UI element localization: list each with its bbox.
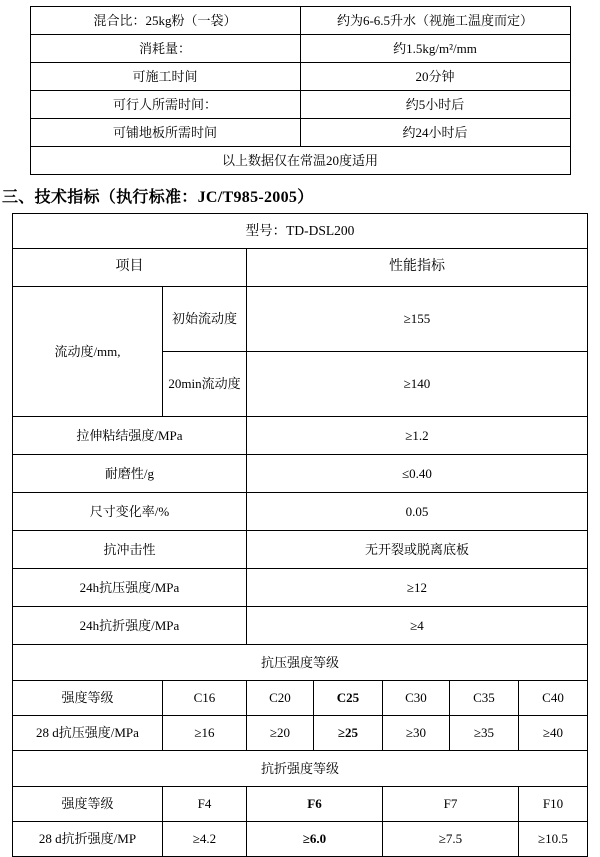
- flexural-value-f4: ≥4.2: [162, 822, 246, 857]
- param-value-consumption: 约1.5kg/m²/mm: [300, 35, 570, 63]
- row-label-flexural-grade: 强度等级: [12, 787, 162, 822]
- table-row: [30, 91, 570, 119]
- compressive-grade-c30: C30: [382, 681, 449, 716]
- flexural-grade-f10: F10: [518, 787, 587, 822]
- compressive-value-c35: ≥35: [449, 716, 518, 751]
- table-row: [12, 716, 587, 751]
- flexural-grade-f4: F4: [162, 787, 246, 822]
- compressive-value-c16: ≥16: [162, 716, 246, 751]
- spec-value-24h-compressive-strength: ≥12: [246, 569, 587, 607]
- compressive-grade-c25: C25: [313, 681, 382, 716]
- table-row: [30, 7, 570, 35]
- spec-value-initial-flow: ≥155: [246, 287, 587, 352]
- spec-value-dimensional-change: 0.05: [246, 493, 587, 531]
- spec-item-24h-flexural-strength: 24h抗折强度/MPa: [12, 607, 246, 645]
- table-row: [12, 214, 587, 249]
- group-title-compressive-grade: 抗压强度等级: [12, 645, 587, 681]
- technical-specs-table: [12, 213, 588, 857]
- table-row: [12, 249, 587, 287]
- table-row: [12, 645, 587, 681]
- spec-item-tensile-bond-strength: 拉伸粘结强度/MPa: [12, 417, 246, 455]
- param-label-mix-ratio: 混合比：25kg粉（一袋）: [30, 7, 300, 35]
- section-heading-technical-specs: 三、技术指标（执行标准：JC/T985-2005）: [2, 189, 314, 206]
- compressive-grade-c35: C35: [449, 681, 518, 716]
- spec-value-abrasion-resistance: ≤0.40: [246, 455, 587, 493]
- column-header-value: 性能指标: [246, 249, 587, 287]
- param-label-flooring-time: 可铺地板所需时间: [30, 119, 300, 147]
- product-parameters-table: [30, 6, 571, 175]
- param-value-mix-ratio: 约为6-6.5升水（视施工温度而定）: [300, 7, 570, 35]
- spec-value-impact-resistance: 无开裂或脱离底板: [246, 531, 587, 569]
- table-row: [30, 35, 570, 63]
- param-label-working-time: 可施工时间: [30, 63, 300, 91]
- model-number: 型号：TD-DSL200: [12, 214, 587, 249]
- row-label-28d-flexural-strength: 28 d抗折强度/MP: [12, 822, 162, 857]
- table-row: [12, 455, 587, 493]
- group-title-flexural-grade: 抗折强度等级: [12, 751, 587, 787]
- spec-item-abrasion-resistance: 耐磨性/g: [12, 455, 246, 493]
- row-label-28d-compressive-strength: 28 d抗压强度/MPa: [12, 716, 162, 751]
- param-value-working-time: 20分钟: [300, 63, 570, 91]
- table-row: [12, 681, 587, 716]
- spec-value-24h-flexural-strength: ≥4: [246, 607, 587, 645]
- table-row: [12, 531, 587, 569]
- table-row: [30, 147, 570, 175]
- compressive-value-c25: ≥25: [313, 716, 382, 751]
- compressive-grade-c16: C16: [162, 681, 246, 716]
- flexural-value-f6: ≥6.0: [246, 822, 382, 857]
- row-label-compressive-grade: 强度等级: [12, 681, 162, 716]
- compressive-value-c40: ≥40: [518, 716, 587, 751]
- flexural-grade-f6: F6: [246, 787, 382, 822]
- spec-subitem-20min-flow: 20min流动度: [162, 352, 246, 417]
- spec-value-tensile-bond-strength: ≥1.2: [246, 417, 587, 455]
- flexural-value-f10: ≥10.5: [518, 822, 587, 857]
- table-row: [12, 607, 587, 645]
- param-label-consumption: 消耗量：: [30, 35, 300, 63]
- param-table-footer-note: 以上数据仅在常温20度适用: [30, 147, 570, 175]
- table-row: [30, 119, 570, 147]
- table-row: [12, 287, 587, 352]
- spec-value-20min-flow: ≥140: [246, 352, 587, 417]
- param-value-walk-time: 约5小时后: [300, 91, 570, 119]
- table-row: [12, 569, 587, 607]
- param-label-walk-time: 可行人所需时间：: [30, 91, 300, 119]
- spec-subitem-initial-flow: 初始流动度: [162, 287, 246, 352]
- param-value-flooring-time: 约24小时后: [300, 119, 570, 147]
- spec-item-flowability: 流动度/mm,: [12, 287, 162, 417]
- compressive-grade-c20: C20: [246, 681, 313, 716]
- table-row: [12, 787, 587, 822]
- compressive-grade-c40: C40: [518, 681, 587, 716]
- flexural-grade-f7: F7: [382, 787, 518, 822]
- table-row: [12, 417, 587, 455]
- table-row: [12, 751, 587, 787]
- flexural-value-f7: ≥7.5: [382, 822, 518, 857]
- table-row: [12, 822, 587, 857]
- table-row: [30, 63, 570, 91]
- compressive-value-c20: ≥20: [246, 716, 313, 751]
- column-header-item: 项目: [12, 249, 246, 287]
- document-page: [0, 6, 600, 847]
- compressive-value-c30: ≥30: [382, 716, 449, 751]
- spec-item-dimensional-change: 尺寸变化率/%: [12, 493, 246, 531]
- spec-item-impact-resistance: 抗冲击性: [12, 531, 246, 569]
- table-row: [12, 493, 587, 531]
- spec-item-24h-compressive-strength: 24h抗压强度/MPa: [12, 569, 246, 607]
